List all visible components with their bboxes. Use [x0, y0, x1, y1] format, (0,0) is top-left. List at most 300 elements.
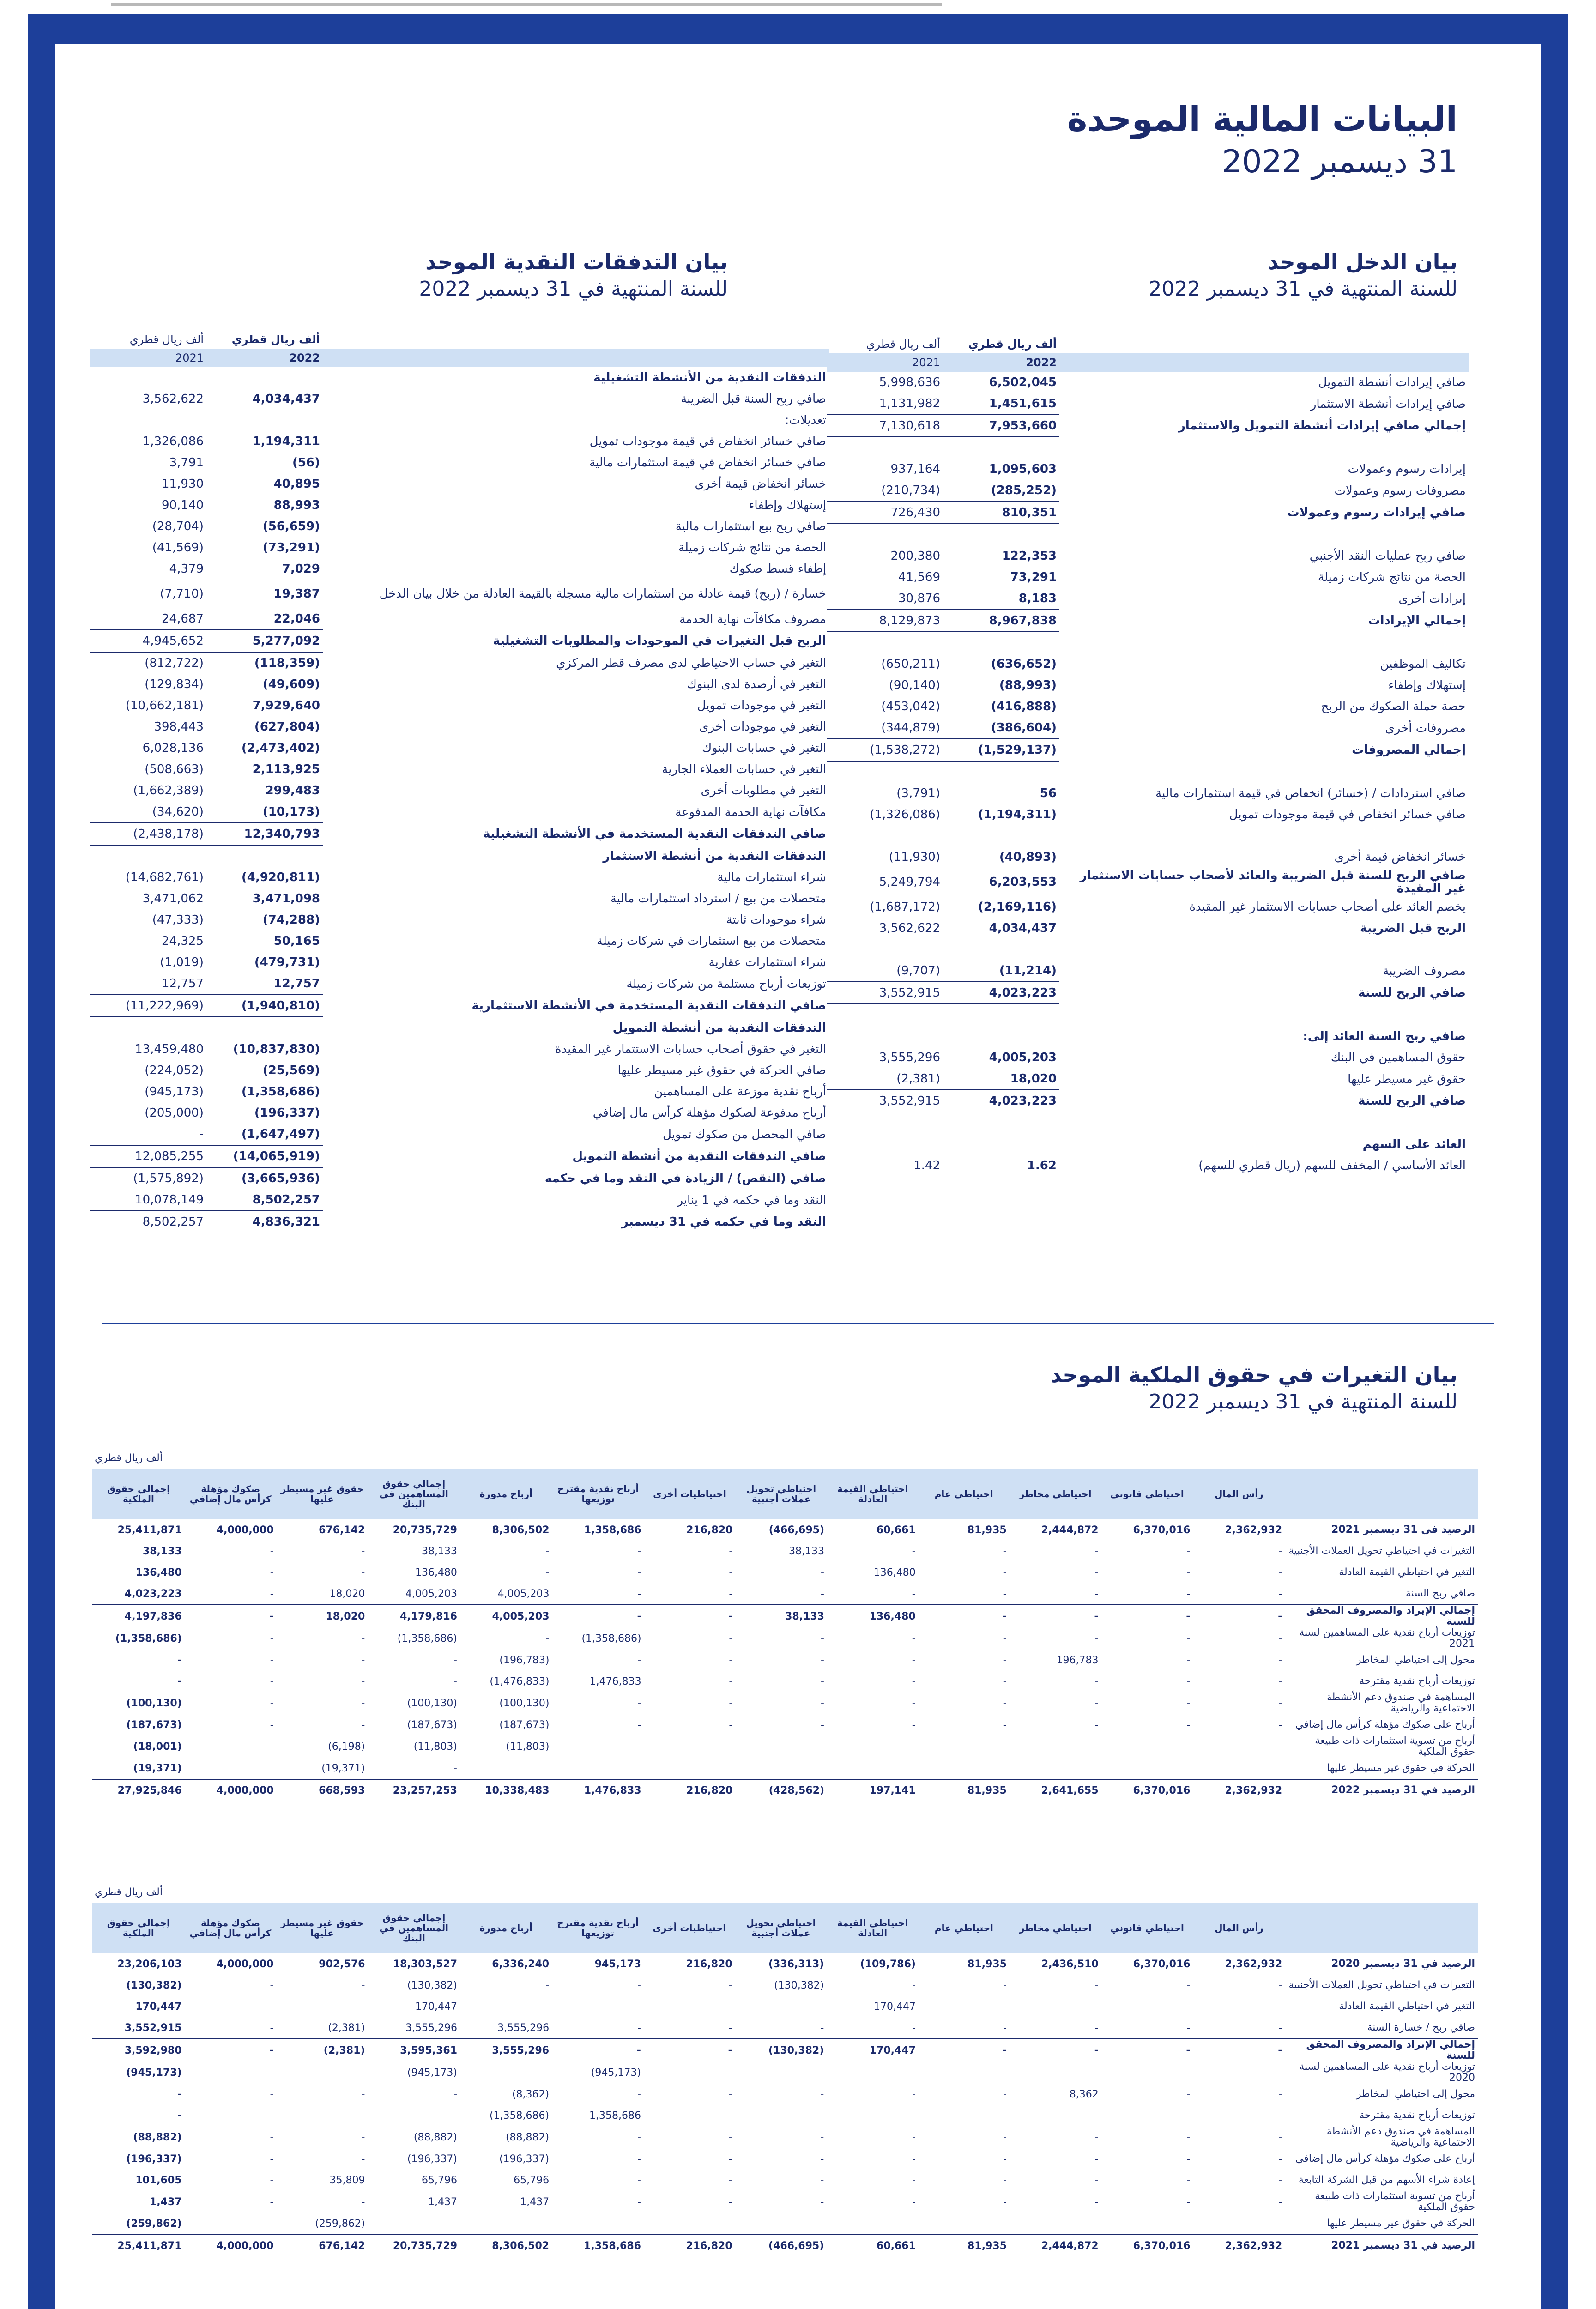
equity-value: 25,411,871 — [92, 2235, 185, 2256]
income-subtitle: للسنة المنتهية في 31 ديسمبر 2022 — [1149, 277, 1457, 301]
equity-value: - — [820, 2067, 824, 2079]
equity-value: 20,735,729 — [368, 2235, 460, 2256]
equity-value: 3,552,915 — [124, 2022, 182, 2034]
equity-value: - — [453, 2088, 458, 2100]
equity-value: - — [453, 2218, 458, 2230]
equity-value: - — [912, 1741, 916, 1753]
row-label: صافي الربح للسنة — [1358, 986, 1466, 1000]
prev-value: (11,222,969) — [90, 995, 206, 1017]
equity-value: - — [912, 2110, 916, 2122]
equity-value: - — [1186, 2001, 1191, 2013]
equity-value: - — [1094, 1588, 1099, 1600]
equity-row-label: أرباح على صكوك مؤهلة كرأس مال إضافي — [1295, 1719, 1475, 1730]
year-spacer — [323, 349, 829, 367]
equity-value: - — [1186, 1632, 1191, 1644]
row-label: مصروفات رسوم وعمولات — [1334, 484, 1466, 498]
equity-value: 6,370,016 — [1133, 1524, 1191, 1536]
statement-row — [90, 973, 829, 995]
statement-row — [827, 480, 1469, 502]
row-label: التغير في حسابات البنوك — [701, 741, 826, 755]
statement-row — [827, 393, 1469, 415]
equity-value: - — [912, 2022, 916, 2034]
cur-value — [943, 939, 1059, 960]
row-label: توزيعات أرباح مستلمة من شركات زميلة — [626, 977, 826, 991]
statement-row — [90, 674, 829, 695]
column-header: احتياطي عام — [919, 1903, 1010, 1953]
row-label: صافي ربح السنة العائد إلى: — [1303, 1029, 1466, 1043]
prev-value: 11,930 — [162, 477, 204, 491]
row-label: التدفقات النقدية من أنشطة التمويل — [612, 1021, 826, 1035]
year-header-row — [827, 353, 1469, 372]
equity-value: - — [637, 1588, 641, 1600]
equity-value: - — [728, 2088, 732, 2100]
prev-value — [827, 939, 943, 960]
equity-value: 18,020 — [329, 1588, 365, 1600]
equity-value: (187,673) — [407, 1719, 457, 1731]
prev-value: (3,791) — [896, 786, 940, 800]
statement-row — [90, 1081, 829, 1102]
equity-value: 2,362,932 — [1225, 1958, 1282, 1970]
equity-value: - — [1003, 1654, 1007, 1666]
prev-value: 13,459,480 — [135, 1042, 204, 1056]
row-label: خسائر انخفاض قيمة أخرى — [695, 477, 826, 491]
equity-value: - — [270, 1719, 274, 1731]
row-label: حقوق غير مسيطر عليها — [1348, 1072, 1466, 1086]
equity-value — [827, 1758, 919, 1779]
row-label: النقد وما في حكمه في 1 يناير — [677, 1193, 826, 1207]
equity-value: (2,381) — [328, 2022, 365, 2034]
equity-value: 4,179,816 — [368, 1605, 460, 1627]
equity-value: - — [729, 1741, 733, 1753]
equity-value: 902,576 — [319, 1958, 365, 1970]
equity-value — [735, 2213, 827, 2235]
equity-value: 4,005,203 — [405, 1588, 457, 1600]
cur-value: (386,604) — [991, 721, 1057, 735]
row-label: صافي (النقص) / الزيادة في النقد وما في حكمه — [544, 1171, 826, 1185]
cur-value — [943, 437, 1059, 459]
prev-value: (1,538,272) — [827, 739, 943, 761]
equity-row — [92, 2017, 1478, 2039]
equity-value: (130,382) — [735, 2039, 827, 2061]
equity-value: - — [728, 2110, 732, 2122]
equity-value: - — [912, 2067, 916, 2079]
prev-value: 4,379 — [169, 562, 204, 576]
equity-value: 1,358,686 — [584, 1524, 641, 1536]
prev-value: 41,569 — [898, 570, 940, 584]
equity-value: (8,362) — [512, 2088, 550, 2100]
equity-value: - — [270, 2067, 274, 2079]
equity-value: 8,362 — [1069, 2088, 1099, 2100]
prev-value: 200,380 — [890, 549, 940, 563]
row-label: صافي استردادات / (خسائر) انخفاض في قيمة استثمارات مالية — [1155, 786, 1466, 800]
equity-value: - — [728, 2067, 732, 2079]
equity-value: - — [1003, 1588, 1007, 1600]
equity-value: 170,447 — [135, 2001, 182, 2013]
prev-value: (650,211) — [881, 657, 940, 671]
row-label: إجمالي صافي إيرادات أنشطة التمويل والاستثمار — [1178, 419, 1466, 433]
equity-value: (196,337) — [407, 2153, 458, 2165]
equity-value — [1010, 1758, 1101, 1779]
equity-value: - — [1278, 2153, 1282, 2165]
equity-value: - — [185, 1605, 277, 1627]
equity-value: - — [821, 1741, 824, 1753]
equity-value: 81,935 — [967, 1524, 1007, 1536]
equity-value: - — [637, 2001, 641, 2013]
equity-value: - — [1278, 1566, 1282, 1578]
prev-value: (945,173) — [145, 1085, 204, 1099]
equity-value: - — [1193, 1605, 1285, 1627]
statement-row — [90, 801, 829, 823]
row-label: مصروف مكافآت نهاية الخدمة — [679, 612, 826, 626]
statement-row — [827, 588, 1469, 610]
equity-value: - — [729, 1588, 733, 1600]
row-label: صافي إيرادات رسوم وعمولات — [1287, 506, 1466, 520]
equity-value: 23,206,103 — [117, 1958, 182, 1970]
equity-value: - — [1094, 1545, 1099, 1557]
equity-value — [460, 2213, 552, 2235]
equity-value: - — [270, 1566, 274, 1578]
equity-value: - — [820, 2110, 824, 2122]
equity-row-label: محول إلى احتياطي المخاطر — [1356, 1654, 1475, 1666]
equity-value: - — [453, 1762, 457, 1774]
equity-value: - — [1094, 1741, 1099, 1753]
equity-row-label: الرصيد في 31 ديسمبر 2020 — [1331, 1958, 1475, 1970]
row-label: صافي إيرادات أنشطة الاستثمار — [1310, 397, 1466, 411]
equity-value: (1,358,686) — [489, 2110, 550, 2122]
equity-value: (130,382) — [774, 1979, 824, 1991]
equity-value: - — [1003, 2174, 1007, 2186]
cur-value: (1,194,311) — [978, 808, 1057, 822]
equity-value: - — [270, 1588, 274, 1600]
row-label: إيرادات أخرى — [1398, 592, 1466, 606]
statement-row — [827, 825, 1469, 846]
row-label: صافي ربح عمليات النقد الأجنبي — [1309, 549, 1466, 563]
equity-value: - — [729, 1566, 733, 1578]
equity-value: - — [728, 2001, 732, 2013]
equity-value: (2,381) — [276, 2039, 368, 2061]
statement-row — [827, 1112, 1469, 1134]
prev-value: (129,834) — [145, 677, 204, 691]
equity-row — [92, 1758, 1478, 1779]
equity-value: (19,371) — [321, 1762, 365, 1774]
row-label: التدفقات النقدية من الأنشطة التشغيلية — [593, 371, 826, 385]
prev-value: 5,249,794 — [879, 875, 940, 889]
prev-value: (1,687,172) — [870, 900, 940, 914]
equity-value: - — [361, 1632, 365, 1644]
statement-row — [90, 452, 829, 473]
equity-row — [92, 1605, 1478, 1627]
equity-value: (100,130) — [499, 1697, 550, 1709]
equity-value: 101,605 — [135, 2174, 182, 2186]
equity-value: 38,133 — [421, 1545, 457, 1557]
statement-row — [90, 931, 829, 952]
equity-row — [92, 2170, 1478, 2191]
statement-row — [827, 868, 1469, 896]
row-label: تكاليف الموظفين — [1380, 657, 1466, 671]
equity-value: 136,480 — [873, 1566, 916, 1578]
equity-value: - — [637, 2131, 641, 2143]
statement-row — [90, 888, 829, 909]
equity-row-label: المساهمة في صندوق دعم الأنشطة الاجتماعية والرياضية — [1326, 2126, 1475, 2148]
cashflow-title: بيان التدفقات النقدية الموحد — [425, 249, 728, 274]
row-label — [1059, 825, 1469, 846]
equity-value: - — [912, 1675, 916, 1687]
row-label: إستهلاك وإطفاء — [1388, 678, 1466, 692]
equity-value: (428,562) — [735, 1779, 827, 1801]
cur-value: 4,023,223 — [943, 1090, 1059, 1112]
equity-value: - — [1186, 1697, 1191, 1709]
row-label: إستهلاك وإطفاء — [749, 498, 826, 512]
column-header: احتياطي مخاطر — [1010, 1903, 1101, 1953]
equity-row — [92, 1953, 1478, 1975]
equity-value: 196,783 — [1056, 1654, 1099, 1666]
label-column-header — [1285, 1469, 1478, 1519]
column-header: صكوك مؤهلة كرأس مال إضافي — [185, 1469, 277, 1519]
equity-heading — [1051, 1362, 1457, 1414]
cur-value: (416,888) — [991, 700, 1057, 713]
equity-value — [919, 2213, 1010, 2235]
equity-value: - — [361, 2088, 365, 2100]
cur-value — [943, 1112, 1059, 1134]
prev-value — [827, 761, 943, 783]
unit-header-row — [827, 335, 1469, 353]
prev-value: 3,552,915 — [827, 982, 943, 1004]
statement-row — [827, 567, 1469, 588]
row-label: مصروف الضريبة — [1383, 964, 1466, 978]
equity-value: - — [361, 2001, 365, 2013]
equity-table-2021 — [92, 1903, 1478, 2256]
row-label: حقوق المساهمين في البنك — [1330, 1051, 1466, 1064]
equity-value: (945,173) — [126, 2067, 182, 2079]
equity-value: (130,382) — [126, 1979, 182, 1991]
column-header: أرباح نقدية مقترح توزيعها — [552, 1903, 644, 1953]
prev-value: 3,791 — [169, 456, 204, 470]
equity-row-label: توزيعات أرباح نقدية مقترحة — [1359, 1675, 1475, 1687]
cur-value: 122,353 — [1002, 549, 1057, 563]
equity-value: (1,358,686) — [581, 1632, 641, 1644]
equity-value: - — [728, 2174, 732, 2186]
statement-row — [90, 909, 829, 931]
equity-value: 4,005,203 — [460, 1605, 552, 1627]
prev-value: (7,710) — [160, 587, 204, 601]
equity-value: (18,001) — [133, 1741, 182, 1753]
page-date: 31 ديسمبر 2022 — [1221, 144, 1457, 180]
cur-value: 40,895 — [273, 477, 320, 491]
equity-value: - — [1094, 1979, 1099, 1991]
row-label: أرباح نقدية موزعة على المساهمين — [654, 1085, 826, 1099]
equity-value: (336,313) — [768, 1958, 824, 1970]
row-label: صافي المحصل من صكوك تمويل — [663, 1127, 826, 1142]
equity-value: - — [1278, 1632, 1282, 1644]
equity-value: - — [1278, 1675, 1282, 1687]
equity-value: - — [729, 1545, 733, 1557]
equity-value: - — [912, 1697, 916, 1709]
cur-value: (196,337) — [254, 1106, 320, 1120]
statement-row — [90, 695, 829, 716]
equity-value: 65,796 — [422, 2174, 458, 2186]
cur-value: (49,609) — [262, 677, 320, 691]
cur-value: (4,920,811) — [241, 870, 320, 884]
equity-value: - — [1186, 1566, 1191, 1578]
statement-row — [90, 1167, 829, 1189]
equity-value: - — [1186, 2110, 1191, 2122]
prev-value: (10,662,181) — [125, 699, 204, 713]
equity-row-label: توزيعات أرباح نقدية على المساهمين لسنة 2021 — [1299, 1627, 1475, 1650]
prev-value: 12,085,255 — [90, 1145, 206, 1167]
equity-value: - — [1003, 2022, 1007, 2034]
column-header: احتياطي القيمة العادلة — [827, 1903, 919, 1953]
row-label: صافي التدفقات النقدية من أنشطة التمويل — [572, 1149, 826, 1163]
cur-value: 1,451,615 — [989, 397, 1057, 411]
equity-value: - — [552, 1605, 644, 1627]
equity-value: - — [1278, 2131, 1282, 2143]
prev-value: (34,620) — [152, 805, 204, 819]
equity-unit-1: ألف ريال قطري — [95, 1452, 163, 1464]
column-header: إجمالي حقوق الملكية — [92, 1469, 185, 1519]
equity-value: - — [729, 1632, 733, 1644]
equity-value: - — [1278, 2174, 1282, 2186]
prev-value: 24,325 — [162, 934, 204, 948]
equity-value: 35,809 — [329, 2174, 365, 2186]
prev-value: 726,430 — [827, 502, 943, 524]
equity-value: 1,476,833 — [552, 1779, 644, 1801]
equity-row — [92, 1627, 1478, 1650]
equity-value: 81,935 — [967, 1958, 1007, 1970]
cur-value: (3,665,936) — [241, 1172, 320, 1185]
equity-value — [185, 1758, 277, 1779]
equity-value: - — [1278, 2088, 1282, 2100]
prev-value: (14,682,761) — [125, 870, 204, 884]
equity-value: (945,173) — [591, 2067, 641, 2079]
prev-value: 7,130,618 — [827, 415, 943, 437]
equity-value: - — [1278, 1545, 1282, 1557]
prev-value: (90,140) — [889, 678, 940, 692]
equity-value: 1,358,686 — [552, 2235, 644, 2256]
row-label: إطفاء قسط صكوك — [729, 562, 826, 576]
income-table — [827, 335, 1469, 1176]
row-label: متحصلات من بيع / استرداد استثمارات مالية — [610, 892, 826, 906]
cur-value: 5,277,092 — [206, 630, 323, 652]
equity-value: - — [1094, 2196, 1099, 2208]
cur-value: (1,529,137) — [943, 739, 1059, 761]
row-label — [1059, 1112, 1469, 1134]
row-label: التغير في حقوق أصحاب حسابات الاستثمار غير المقيدة — [555, 1042, 826, 1056]
equity-value: 4,005,203 — [497, 1588, 550, 1600]
cur-value: 19,387 — [273, 587, 320, 601]
prev-value: 1,131,982 — [879, 397, 940, 411]
equity-value — [552, 2213, 644, 2235]
equity-value: - — [1278, 1741, 1282, 1753]
equity-value: - — [270, 1979, 274, 1991]
equity-row — [92, 1735, 1478, 1758]
equity-row — [92, 2213, 1478, 2235]
equity-value: 4,000,000 — [216, 1524, 274, 1536]
equity-value: - — [1003, 2153, 1007, 2165]
cur-value: 50,165 — [273, 934, 320, 948]
row-label — [1059, 437, 1469, 459]
equity-value: - — [1003, 1697, 1007, 1709]
prev-value: (344,879) — [881, 721, 940, 735]
cur-value: 4,034,437 — [989, 921, 1057, 935]
equity-value: 216,820 — [686, 1524, 733, 1536]
row-label: شراء استثمارات عقارية — [708, 955, 826, 969]
equity-value: (945,173) — [407, 2067, 458, 2079]
column-header: أرباح مدورة — [460, 1469, 552, 1519]
equity-value: - — [270, 1675, 274, 1687]
equity-value: - — [820, 2022, 824, 2034]
equity-value: - — [1186, 2088, 1191, 2100]
row-label: صافي الربح للسنة قبل الضريبة والعائد لأصحاب حسابات الاستثمار غير المقيدة — [1080, 869, 1466, 895]
row-label: صافي ربح السنة قبل الضريبة — [681, 392, 826, 406]
row-label — [1059, 632, 1469, 653]
equity-row-label: التغير في احتياطي القيمة العادلة — [1339, 1566, 1475, 1578]
equity-value: - — [912, 1545, 916, 1557]
equity-value: - — [1010, 2039, 1101, 2061]
cur-value — [943, 524, 1059, 545]
equity-value: - — [545, 1979, 550, 1991]
equity-value: 38,133 — [142, 1545, 182, 1557]
prev-value: 8,129,873 — [827, 610, 943, 632]
equity-value: 197,141 — [827, 1779, 919, 1801]
statement-row — [90, 952, 829, 973]
cur-value: (636,652) — [991, 657, 1057, 671]
equity-value: - — [1094, 1719, 1099, 1731]
equity-row — [92, 1671, 1478, 1692]
equity-value: - — [270, 1741, 274, 1753]
statement-row — [827, 761, 1469, 783]
equity-value: 4,000,000 — [185, 2235, 277, 2256]
cur-value: (25,569) — [262, 1064, 320, 1077]
equity-row-label: الرصيد في 31 ديسمبر 2021 — [1331, 1524, 1475, 1535]
income-title: بيان الدخل الموحد — [1268, 249, 1457, 274]
equity-value: - — [270, 1654, 274, 1666]
cur-value: (56) — [292, 456, 320, 470]
statement-row — [827, 846, 1469, 868]
equity-value: - — [361, 2153, 365, 2165]
cur-value: (479,731) — [254, 955, 320, 969]
cur-year: 2022 — [206, 349, 323, 367]
equity-value: - — [729, 1697, 733, 1709]
statement-row — [827, 960, 1469, 982]
statement-row — [90, 1189, 829, 1211]
statement-row — [827, 717, 1469, 739]
statement-row — [827, 524, 1469, 545]
equity-value: - — [545, 1632, 550, 1644]
equity-value: - — [270, 2022, 274, 2034]
equity-value: - — [361, 1654, 365, 1666]
equity-value: - — [637, 1654, 641, 1666]
cur-value — [943, 825, 1059, 846]
equity-value: - — [821, 1632, 824, 1644]
cur-value: 7,029 — [282, 562, 320, 576]
prev-value: (224,052) — [145, 1064, 204, 1077]
prev-value — [827, 1112, 943, 1134]
equity-value: - — [1003, 2110, 1007, 2122]
equity-value: 4,197,836 — [92, 1605, 185, 1627]
statement-row — [90, 1124, 829, 1145]
equity-row — [92, 2039, 1478, 2061]
equity-value: - — [644, 1605, 736, 1627]
row-label: شراء موجودات ثابتة — [726, 913, 826, 927]
equity-value: - — [912, 1588, 916, 1600]
equity-value: - — [637, 2088, 641, 2100]
equity-value — [1010, 2213, 1101, 2235]
statement-row — [827, 372, 1469, 393]
equity-value: - — [637, 1545, 641, 1557]
equity-value: 23,257,253 — [368, 1779, 460, 1801]
equity-value: (88,882) — [505, 2131, 550, 2143]
cur-value: (1,358,686) — [241, 1085, 320, 1099]
